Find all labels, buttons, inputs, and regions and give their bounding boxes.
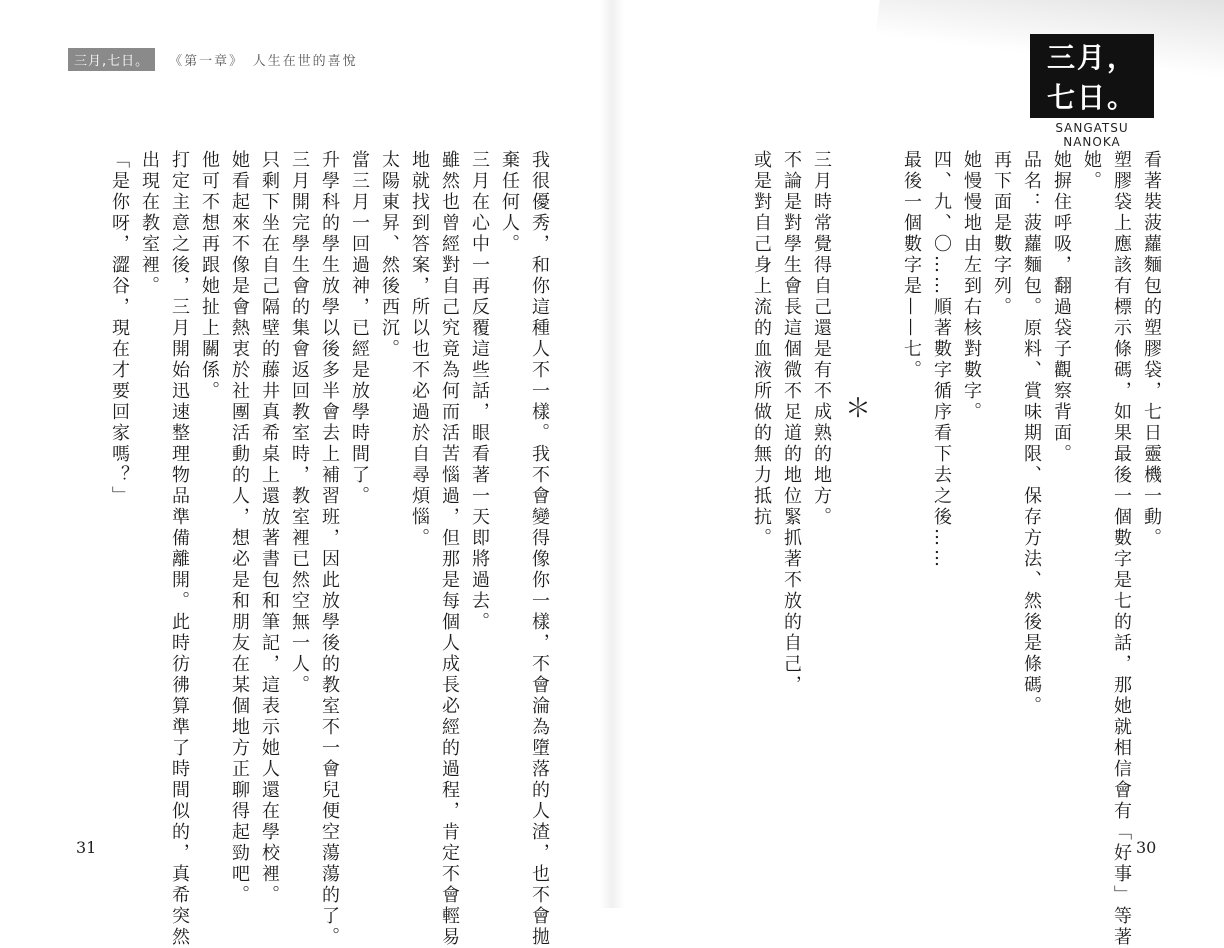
left-line: 升學科的學生放學以後多半會去上補習班，因此放學後的教室不一會兒便空蕩蕩的了。 bbox=[319, 150, 340, 948]
left-line: 棄任何人。 bbox=[499, 150, 520, 255]
right-line: 看著裝菠蘿麵包的塑膠袋，七日靈機一動。 bbox=[1141, 150, 1162, 549]
right-page-text bbox=[746, 150, 1166, 948]
left-line: 三月在心中一再反覆這些話，眼看著一天即將過去。 bbox=[469, 150, 490, 633]
page-gutter bbox=[600, 0, 624, 908]
left-line: 雖然也曾經對自己究竟為何而活苦惱過，但那是每個人成長必經的過程，肯定不會輕易 bbox=[439, 150, 460, 948]
right-line: 不論是對學生會長這個微不足道的地位緊抓著不放的自己， bbox=[781, 150, 802, 696]
left-line: 他可不想再跟她扯上關係。 bbox=[199, 150, 220, 402]
left-line: 地就找到答案，所以也不必過於自尋煩惱。 bbox=[409, 150, 430, 549]
page-number-left: 31 bbox=[76, 838, 97, 857]
running-header bbox=[68, 48, 358, 70]
right-line: 四、九、〇……順著數字循序看下去之後…… bbox=[931, 150, 952, 570]
series-logo bbox=[1030, 34, 1154, 149]
right-line: 塑膠袋上應該有標示條碼，如果最後一個數字是七的話，那她就相信會有「好事」等著 bbox=[1111, 150, 1132, 948]
logo-title: 三月，七日。 bbox=[1030, 34, 1154, 118]
right-line: 她慢慢地由左到右核對數字。 bbox=[961, 150, 982, 423]
right-line: 三月時常覺得自己還是有不成熟的地方。 bbox=[811, 150, 832, 528]
left-line: 她看起來不像是會熱衷於社團活動的人，想必是和朋友在某個地方正聊得起勁吧。 bbox=[229, 150, 250, 906]
right-line: 再下面是數字列。 bbox=[991, 150, 1012, 318]
left-line: 當三月一回過神，已經是放學時間了。 bbox=[349, 150, 370, 507]
right-line: 她摒住呼吸，翻過袋子觀察背面。 bbox=[1051, 150, 1072, 465]
section-separator: ＊ bbox=[845, 394, 872, 424]
right-line bbox=[836, 150, 866, 850]
left-line: 「是你呀，澀谷，現在才要回家嗎？」 bbox=[109, 150, 130, 507]
left-line: 三月開完學生會的集會返回教室時，教室裡已然空無一人。 bbox=[289, 150, 310, 696]
right-line bbox=[866, 150, 896, 850]
logo-subtitle: SANGATSU NANOKA bbox=[1055, 121, 1129, 149]
left-line: 我很優秀，和你這種人不一樣。我不會變得像你一樣，不會淪為墮落的人渣，也不會拋 bbox=[529, 150, 550, 948]
left-page-text bbox=[104, 150, 554, 948]
series-badge: 三月,七日。 bbox=[68, 48, 155, 71]
left-line: 太陽東昇、然後西沉。 bbox=[379, 150, 400, 360]
right-line: 品名：菠蘿麵包。原料、賞味期限、保存方法、然後是條碼。 bbox=[1021, 150, 1042, 717]
left-line: 打定主意之後，三月開始迅速整理物品準備離開。此時彷彿算準了時間似的，真希突然 bbox=[169, 150, 190, 948]
left-line: 出現在教室裡。 bbox=[139, 150, 160, 297]
page-number-right: 30 bbox=[1136, 838, 1157, 857]
right-line: 最後一個數字是——七。 bbox=[901, 150, 922, 381]
right-line: 她。 bbox=[1081, 150, 1102, 192]
left-line: 只剩下坐在自己隔壁的藤井真希桌上還放著書包和筆記，這表示她人還在學校裡。 bbox=[259, 150, 280, 906]
chapter-title: 《第一章》 人生在世的喜悅 bbox=[169, 53, 358, 69]
right-line: 或是對自己身上流的血液所做的無力抵抗。 bbox=[751, 150, 772, 549]
